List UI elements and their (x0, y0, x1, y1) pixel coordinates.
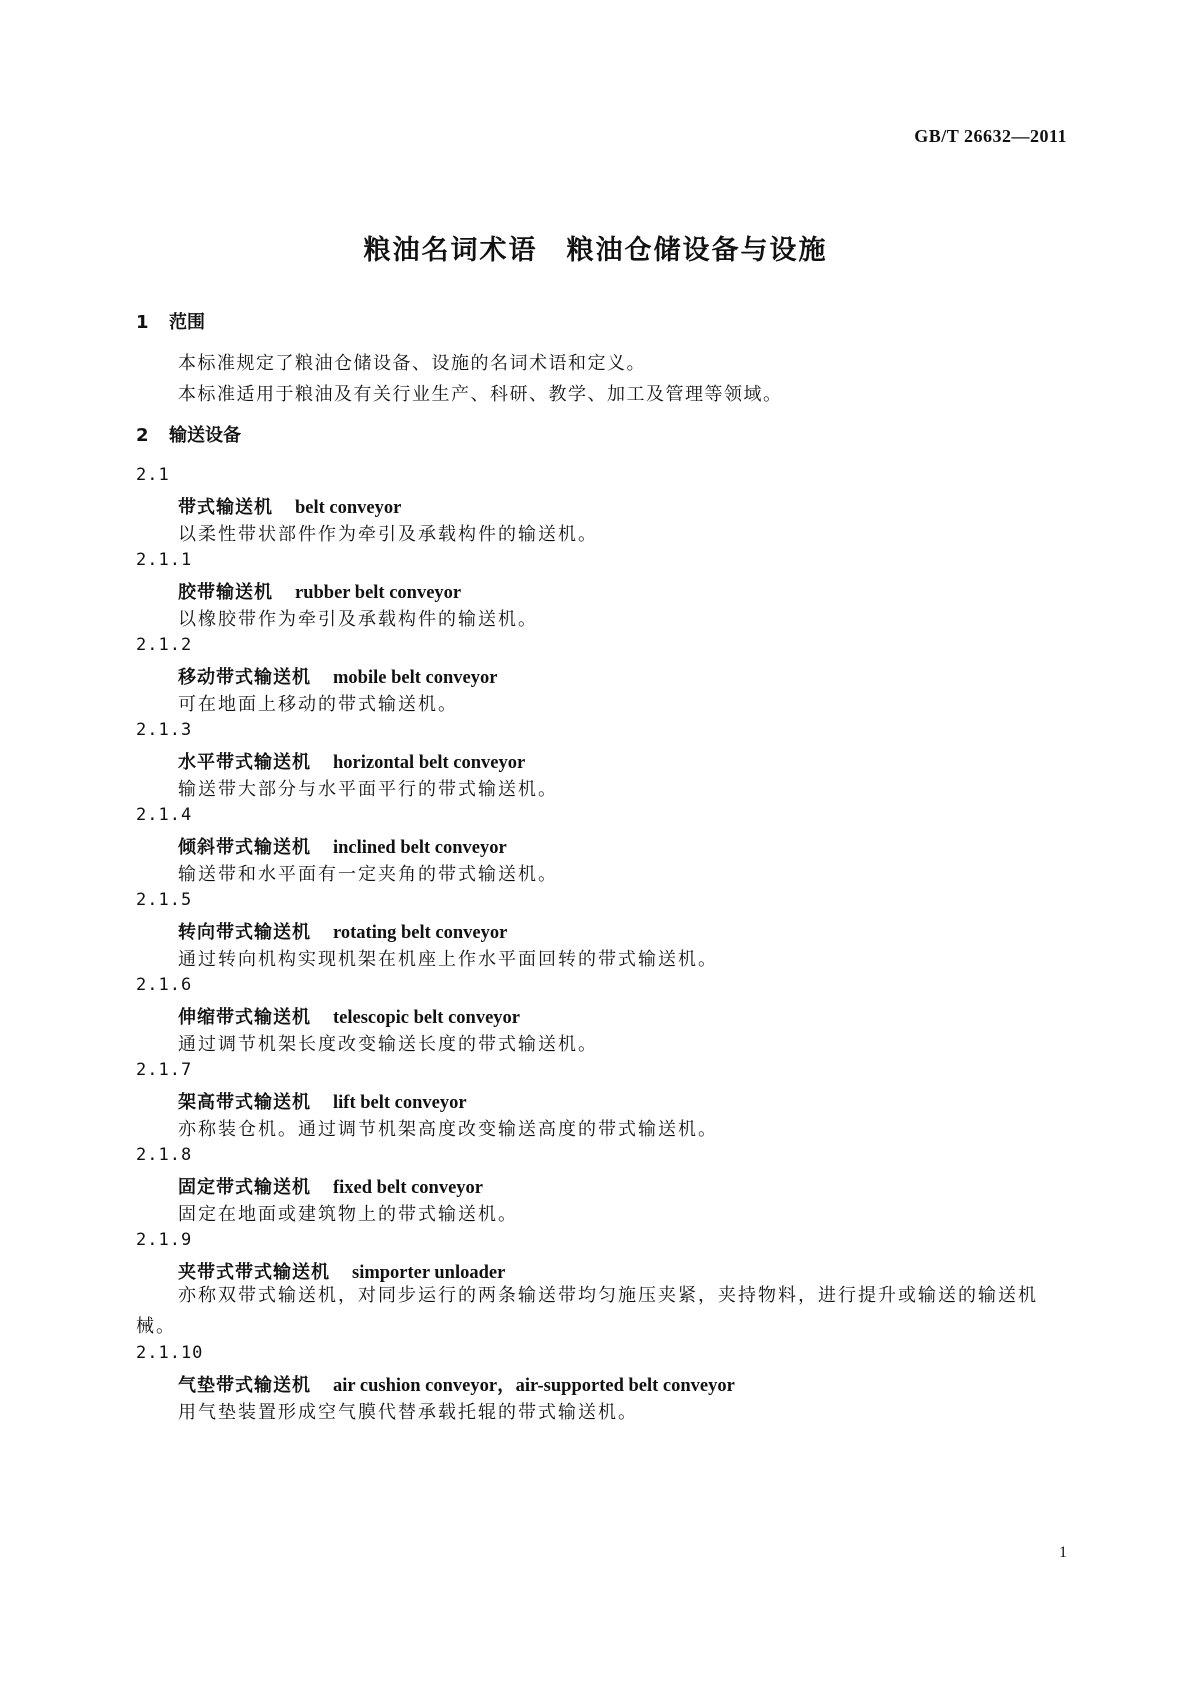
section-number: 2 (136, 425, 149, 446)
term-heading (178, 1088, 467, 1114)
term-chinese: 带式输送机 (178, 497, 273, 518)
term-heading (178, 918, 507, 944)
term-number: 2.1.9 (136, 1230, 193, 1250)
term-chinese: 移动带式输送机 (178, 667, 311, 688)
term-heading (178, 748, 525, 774)
term-heading (178, 1371, 735, 1397)
term-definition: 输送带和水平面有一定夹角的带式输送机。 (178, 864, 558, 885)
term-english: air cushion conveyor，air-supported belt conveyor (333, 1376, 735, 1396)
page-number: 1 (1059, 1544, 1067, 1561)
term-definition: 可在地面上移动的带式输送机。 (178, 694, 458, 715)
term-number: 2.1 (136, 465, 170, 485)
term-english: rotating belt conveyor (333, 923, 508, 943)
term-chinese: 架高带式输送机 (178, 1092, 311, 1113)
term-number: 2.1.5 (136, 890, 193, 910)
term-definition: 以橡胶带作为牵引及承载构件的输送机。 (178, 609, 538, 630)
term-number: 2.1.4 (136, 805, 193, 825)
term-english: rubber belt conveyor (295, 583, 462, 603)
document-title: 粮油名词术语 粮油仓储设备与设施 (363, 235, 828, 266)
term-number: 2.1.6 (136, 975, 193, 995)
term-definition: 亦称装仓机。通过调节机架高度改变输送高度的带式输送机。 (178, 1119, 718, 1140)
term-heading (178, 1173, 483, 1199)
section-heading-conveying-equipment (136, 421, 241, 447)
term-chinese: 气垫带式输送机 (178, 1375, 311, 1396)
term-number: 2.1.7 (136, 1060, 193, 1080)
scope-paragraph: 本标准适用于粮油及有关行业生产、科研、教学、加工及管理等领域。 (178, 384, 783, 405)
term-english: simporter unloader (352, 1263, 506, 1283)
term-definition: 亦称双带式输送机，对同步运行的两条输送带均匀施压夹紧，夹持物料，进行提升或输送的输送机械。 (136, 1285, 1038, 1337)
term-heading (178, 578, 461, 604)
term-definition: 通过调节机架长度改变输送长度的带式输送机。 (178, 1034, 598, 1055)
term-heading (178, 493, 401, 519)
section-title: 输送设备 (169, 425, 241, 446)
term-chinese: 水平带式输送机 (178, 752, 311, 773)
term-number: 2.1.2 (136, 635, 193, 655)
term-definition: 用气垫装置形成空气膜代替承载托辊的带式输送机。 (178, 1402, 638, 1423)
term-heading (178, 1003, 520, 1029)
term-chinese: 胶带输送机 (178, 582, 273, 603)
term-english: horizontal belt conveyor (333, 753, 526, 773)
term-english: lift belt conveyor (333, 1093, 467, 1113)
term-english: fixed belt conveyor (333, 1178, 484, 1198)
term-english: telescopic belt conveyor (333, 1008, 520, 1028)
term-chinese: 伸缩带式输送机 (178, 1007, 311, 1028)
term-number: 2.1.1 (136, 550, 193, 570)
standard-code: GB/T 26632—2011 (914, 126, 1067, 146)
term-heading (178, 833, 507, 859)
term-definition: 固定在地面或建筑物上的带式输送机。 (178, 1204, 518, 1225)
term-chinese: 转向带式输送机 (178, 922, 311, 943)
term-heading (178, 663, 497, 689)
term-number: 2.1.10 (136, 1343, 204, 1363)
term-definition: 通过转向机构实现机架在机座上作水平面回转的带式输送机。 (178, 949, 718, 970)
term-chinese: 固定带式输送机 (178, 1177, 311, 1198)
term-chinese: 夹带式带式输送机 (178, 1262, 330, 1283)
term-chinese: 倾斜带式输送机 (178, 837, 311, 858)
term-number: 2.1.8 (136, 1145, 193, 1165)
term-definition: 输送带大部分与水平面平行的带式输送机。 (178, 779, 558, 800)
section-heading-scope (136, 308, 205, 334)
section-number: 1 (136, 312, 149, 333)
term-number: 2.1.3 (136, 720, 193, 740)
term-definition: 以柔性带状部件作为牵引及承载构件的输送机。 (178, 524, 598, 545)
scope-paragraph: 本标准规定了粮油仓储设备、设施的名词术语和定义。 (178, 353, 646, 374)
term-english: mobile belt conveyor (333, 668, 498, 688)
term-english: inclined belt conveyor (333, 838, 507, 858)
term-english: belt conveyor (295, 498, 402, 518)
section-title: 范围 (169, 312, 205, 333)
